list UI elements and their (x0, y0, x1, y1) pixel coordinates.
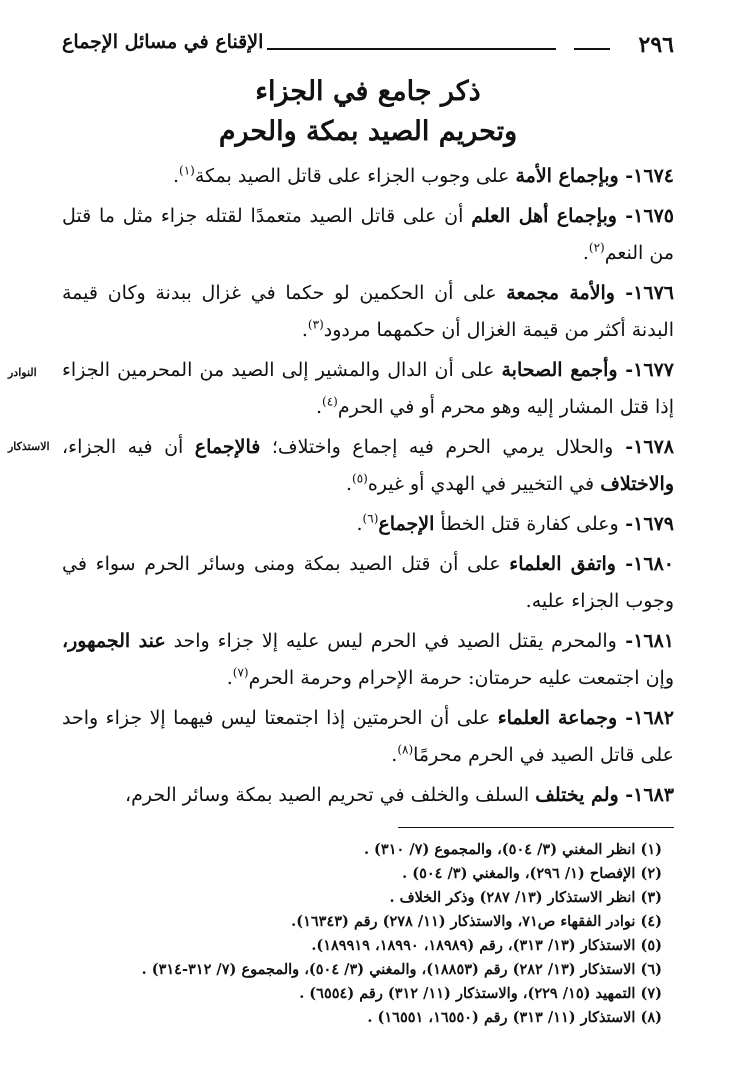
entry-lead: وأجمع الصحابة (501, 359, 618, 381)
book-title: الإقناع في مسائل الإجماع (62, 31, 264, 53)
entry-number: ١٦٨٢ (633, 707, 674, 729)
footnote-6: (٦) الاستذكار (١٣/ ٢٨٢) رقم (١٨٨٥٣)، والمغني (٣/ ٥٠٤)، والمجموع (٧/ ٣١٢-٣١٤) . (141, 961, 662, 978)
entry-1677: ١٦٧٧- وأجمع الصحابة على أن الدال والمشير إلى الصيد من المحرمين الجزاء إذا قتل المشار إليه وهو محرم أو في الحرم$^{(٤)}$. (62, 359, 674, 418)
footnote-ref: (٤) (322, 394, 338, 409)
section-heading-2: وتحريم الصيد بمكة والحرم (218, 116, 518, 147)
footnote-ref: (٣) (307, 317, 324, 332)
entry-number: ١٦٨٣ (633, 784, 674, 806)
footnote-4: (٤) نوادر الفقهاء ص٧١، والاستذكار (١١/ ٢٧٨) رقم (١٦٣٤٣). (291, 913, 662, 930)
footnotes-list (62, 838, 674, 1030)
entry-number: ١٦٧٤ (633, 165, 674, 187)
header-rule-long (267, 48, 556, 50)
entry-bold: فالإجماع (194, 436, 261, 458)
entry-1681: ١٦٨١- والمحرم يقتل الصيد في الحرم ليس عليه إلا جزاء واحد عند الجمهور، وإن اجتمعت عليه حرمتان: حرمة الإحرام وحرمة الحرم$^{(٧)}$. (62, 630, 675, 689)
entry-lead: واتفق العلماء (509, 553, 616, 575)
footnote-2: (٢) الإفصاح (١/ ٢٩٦)، والمغني (٣/ ٥٠٤) . (402, 865, 662, 882)
margin-note-istidhkar: الاستذكار (8, 440, 50, 453)
footnote-ref: (٥) (352, 471, 368, 486)
header-rule-short (574, 48, 610, 50)
entry-1679: ١٦٧٩- وعلى كفارة قتل الخطأ الإجماع$^{(٦)}$. (356, 511, 674, 535)
entry-number: ١٦٧٦ (633, 282, 674, 304)
entry-1675: ١٦٧٥- وبإجماع أهل العلم أن على قاتل الصيد متعمدًا لقتله جزاء مثل ما قتل من النعم$^{(٢)}$. (62, 205, 674, 264)
footnote-divider (398, 827, 674, 828)
entry-bold: عند الجمهور، (62, 630, 166, 652)
entry-text: على أن الحرمتين إذا اجتمعتا ليس فيهما إلا جزاء واحد على قاتل الصيد في الحرم محرمًا (62, 707, 674, 766)
footnote-8: (٨) الاستذكار (١١/ ٣١٣) رقم (١٦٥٥٠، ١٦٥٥١) . (367, 1009, 662, 1026)
entry-text: السلف والخلف في تحريم الصيد بمكة وسائر الحرم، (124, 784, 530, 806)
entry-text: على أن قتل الصيد بمكة ومنى وسائر الحرم سواء في وجوب الجزاء عليه (62, 553, 674, 612)
entry-1680: ١٦٨٠- واتفق العلماء على أن قتل الصيد بمكة ومنى وسائر الحرم سواء في وجوب الجزاء عليه. (62, 553, 674, 612)
entry-text: على وجوب الجزاء على قاتل الصيد بمكة (194, 165, 510, 187)
footnote-3: (٣) انظر الاستذكار (١٣/ ٢٨٧) وذكر الخلاف . (389, 889, 662, 906)
footnote-ref: (٨) (397, 742, 414, 757)
footnote-1: (١) انظر المغني (٣/ ٥٠٤)، والمجموع (٧/ ٣١٠) . (363, 841, 662, 858)
entry-text: في التخيير في الهدي أو غيره (367, 473, 595, 495)
entry-number: ١٦٨٠ (633, 553, 674, 575)
entry-text: والمحرم يقتل الصيد في الحرم ليس عليه إلا جزاء واحد (173, 630, 617, 652)
footnote-ref: (٧) (232, 665, 249, 680)
entry-lead: ولم يختلف (535, 784, 619, 806)
entry-number: ١٦٧٨ (633, 436, 675, 458)
entry-lead: وبإجماع أهل العلم (471, 205, 617, 227)
footnote-ref: (١) (179, 163, 195, 178)
entry-1682: ١٦٨٢- وجماعة العلماء على أن الحرمتين إذا اجتمعتا ليس فيهما إلا جزاء واحد على قاتل الصيد في الحرم محرمًا$^{(٨)}$. (62, 707, 674, 766)
entry-bold: الإجماع (378, 513, 435, 535)
entry-number: ١٦٧٥ (633, 205, 674, 227)
entry-number: ١٦٨١ (633, 630, 675, 652)
page-number: ٢٩٦ (638, 32, 674, 58)
entry-1683: ١٦٨٣- ولم يختلف السلف والخلف في تحريم الصيد بمكة وسائر الحرم، (124, 784, 674, 806)
entry-text: وإن اجتمعت عليه حرمتان: حرمة الإحرام وحرمة الحرم (248, 667, 674, 689)
footnote-5: (٥) الاستذكار (١٣/ ٣١٣)، رقم (١٨٩٨٩، ١٨٩٩٠، ١٨٩٩١٩). (311, 937, 662, 954)
footnote-ref: (٢) (588, 240, 605, 255)
entry-bold: والاختلاف (600, 473, 674, 495)
entry-number: ١٦٧٩ (633, 513, 674, 535)
entry-1676: ١٦٧٦- والأمة مجمعة على أن الحكمين لو حكما في غزال ببدنة وكان قيمة البدنة أكثر من قيمة الغزال أن حكمهما مردود$^{(٣)}$. (62, 282, 674, 341)
entry-lead: وبإجماع الأمة (515, 165, 619, 187)
entry-lead: وجماعة العلماء (497, 707, 618, 729)
footnote-7: (٧) التمهيد (١٥/ ٢٢٩)، والاستذكار (١١/ ٣١٢) رقم (٦٥٥٤) . (299, 985, 662, 1002)
entry-text: على أن الدال والمشير إلى الصيد من المحرمين الجزاء إذا قتل المشار إليه وهو محرم أو في الحرم (62, 359, 674, 418)
entry-text: وعلى كفارة قتل الخطأ (440, 513, 619, 535)
margin-note-nawadir: النوادر (8, 366, 37, 379)
entry-number: ١٦٧٧ (633, 359, 674, 381)
section-headings (62, 72, 674, 152)
entry-1674: ١٦٧٤- وبإجماع الأمة على وجوب الجزاء على قاتل الصيد بمكة$^{(١)}$. (172, 163, 674, 187)
entry-lead: والأمة مجمعة (506, 282, 615, 304)
entry-text: والحلال يرمي الحرم فيه إجماع واختلاف؛ (271, 436, 614, 458)
entry-text: أن على قاتل الصيد متعمدًا لقتله جزاء مثل ما قتل من النعم (62, 205, 674, 264)
section-heading-1: ذكر جامع في الجزاء (255, 76, 481, 107)
footnote-ref: (٦) (362, 511, 379, 526)
entry-text: أن فيه الجزاء، (62, 436, 184, 458)
entry-text: على أن الحكمين لو حكما في غزال ببدنة وكان قيمة البدنة أكثر من قيمة الغزال أن حكمهما مردود (62, 282, 674, 341)
entry-1678: ١٦٧٨- والحلال يرمي الحرم فيه إجماع واختلاف؛ فالإجماع أن فيه الجزاء، والاختلاف في التخيير في الهدي أو غيره$^{(٥)}$. (62, 436, 675, 495)
page-header (62, 28, 674, 60)
entries-list (62, 158, 674, 817)
